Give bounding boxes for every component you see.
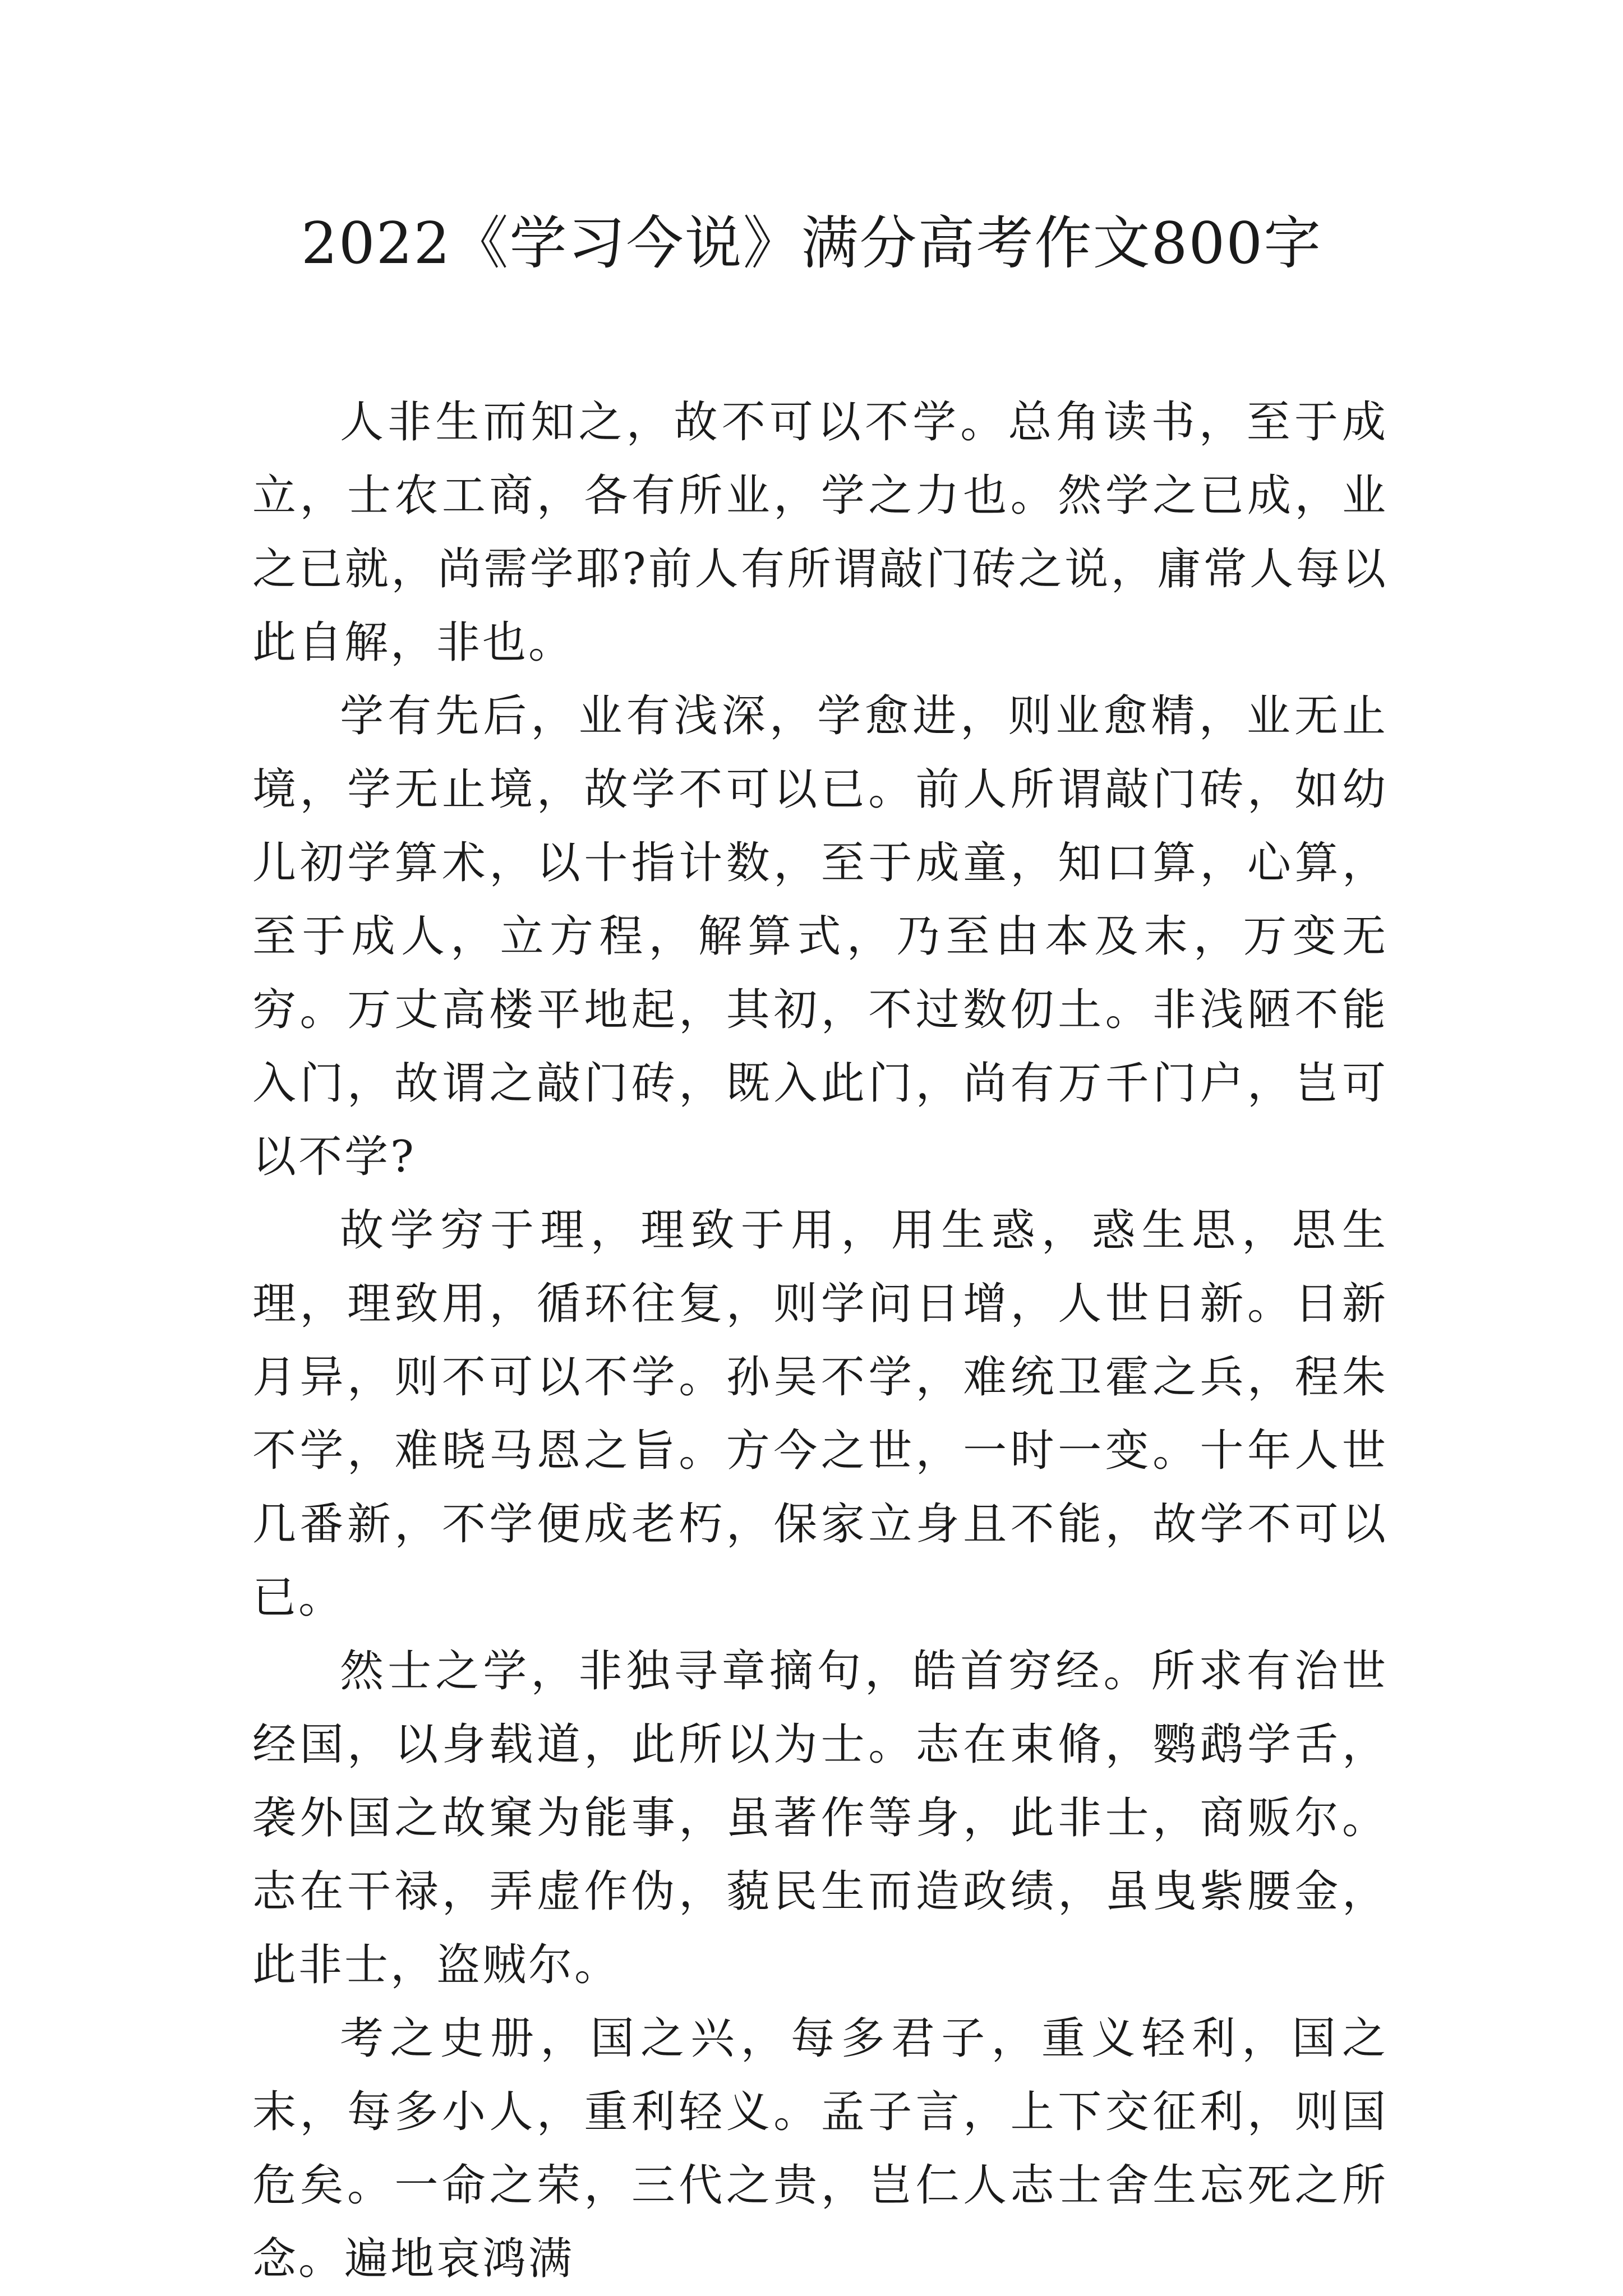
document-title: 2022《学习今说》满分高考作文800字 <box>301 210 1322 277</box>
paragraph-3: 故学穷于理，理致于用，用生惑，惑生思，思生理，理致用，循环往复，则学问日增，人世日新。日新月异，则不可以不学。孙吴不学，难统卫霍之兵，程朱不学，难晓马恩之旨。方今之世，一时一变。十年人世几番新，不学便成老朽，保家立身且不能，故学不可以已。 <box>252 1205 1388 1623</box>
paragraph-5: 考之史册，国之兴，每多君子，重义轻利，国之末，每多小人，重利轻义。孟子言，上下交征利，则国危矣。一命之荣，三代之贵，岂仁人志士舍生忘死之所念。遍地哀鸿满 <box>252 2013 1388 2284</box>
paragraph-1: 人非生而知之，故不可以不学。总角读书，至于成立，士农工商，各有所业，学之力也。然学之已成，业之已就，尚需学耶?前人有所谓敲门砖之说，庸常人每以此自解，非也。 <box>252 397 1388 668</box>
paragraph-2: 学有先后，业有浅深，学愈进，则业愈精，业无止境，学无止境，故学不可以已。前人所谓敲门砖，如幼儿初学算术，以十指计数，至于成童，知口算，心算，至于成人，立方程，解算式，乃至由本及末，万变无穷。万丈高楼平地起，其初，不过数仞土。非浅陋不能入门，故谓之敲门砖，既入此门，尚有万千门户，岂可以不学? <box>252 691 1388 1182</box>
paragraph-4: 然士之学，非独寻章摘句，皓首穷经。所求有治世经国，以身载道，此所以为士。志在束脩，鹦鹉学舌，袭外国之故窠为能事，虽著作等身，此非士，商贩尔。志在干禄，弄虚作伪，藐民生而造政绩，虽曳紫腰金，此非士，盗贼尔。 <box>252 1646 1388 1990</box>
document-body <box>252 386 1388 2296</box>
